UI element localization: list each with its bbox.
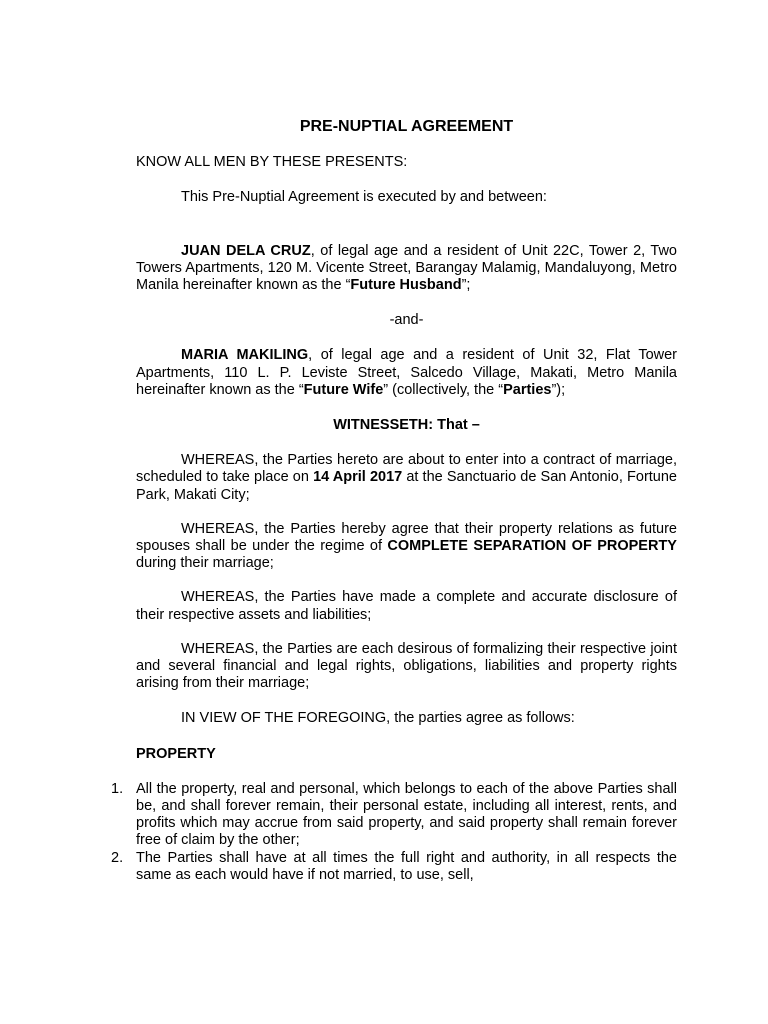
husband-role: Future Husband — [350, 277, 462, 294]
party-husband-paragraph — [136, 243, 677, 295]
list-item-text: All the property, real and personal, which belongs to each of the above Parties shall be, and shall forever remain, their personal estate, including all interest, rents, and profits which may accrue from said property, and said property shall remain forever free of claim by the other; — [136, 780, 677, 849]
whereas-rights: WHEREAS, the Parties are each desirous of formalizing their respective joint and several financial and legal rights, obligations, liabilities and property rights arising from their marriage; — [136, 640, 677, 692]
whereas-marriage-place: at the Sanctuario de San Antonio, Fortune Park, Makati City; — [136, 469, 677, 503]
whereas-marriage-text: WHEREAS, the Parties hereto are about to enter into a contract of marriage, scheduled to take place on — [136, 452, 677, 486]
section-heading-property: PROPERTY — [136, 745, 216, 762]
executed-line: This Pre-Nuptial Agreement is executed by and between: — [181, 189, 547, 206]
list-item — [111, 781, 677, 850]
witnesseth-heading: WITNESSETH: That – — [333, 417, 480, 434]
parties-term: Parties — [503, 381, 552, 398]
list-item-number: 1. — [111, 780, 124, 797]
property-clauses-list — [111, 781, 677, 884]
whereas-regime-end: during their marriage; — [136, 555, 274, 572]
wife-mid: ” (collectively, the “ — [383, 381, 504, 398]
whereas-regime-text: WHEREAS, the Parties hereby agree that their property relations as future spouses shall be under the regime of — [136, 520, 677, 555]
and-separator: -and- — [389, 312, 424, 329]
wife-details: , of legal age and a resident of Unit 32, Flat Tower Apartments, 110 L. P. Leviste Street, Salcedo Village, Makati, Metro Manila hereinafter known as the “ — [136, 347, 678, 398]
wife-name: MARIA MAKILING — [181, 347, 309, 364]
whereas-marriage — [136, 452, 677, 504]
property-regime: COMPLETE SEPARATION OF PROPERTY — [387, 538, 677, 555]
preamble-line: KNOW ALL MEN BY THESE PRESENTS: — [136, 154, 408, 171]
whereas-property-regime — [136, 521, 677, 573]
foregoing-line: IN VIEW OF THE FOREGOING, the parties agree as follows: — [181, 710, 575, 727]
list-item — [111, 850, 677, 884]
party-wife-paragraph — [136, 347, 677, 399]
marriage-date: 14 April 2017 — [313, 469, 403, 486]
whereas-disclosure: WHEREAS, the Parties have made a complete and accurate disclosure of their respective assets and liabilities; — [136, 589, 677, 623]
husband-details: , of legal age and a resident of Unit 22C, Tower 2, Two Towers Apartments, 120 M. Vicente Street, Barangay Malamig, Mandaluyong, Metro Manila hereinafter known as the “ — [136, 242, 677, 294]
husband-name: JUAN DELA CRUZ — [181, 242, 311, 259]
list-item-text: The Parties shall have at all times the full right and authority, in all respects the same as each would have if not married, to use, sell, — [136, 849, 677, 883]
husband-end: ”; — [461, 277, 471, 294]
document-title: PRE-NUPTIAL AGREEMENT — [299, 118, 514, 135]
wife-end: ”); — [551, 381, 566, 398]
document-body — [111, 118, 678, 884]
wife-role: Future Wife — [303, 381, 384, 398]
list-item-number: 2. — [111, 849, 124, 866]
